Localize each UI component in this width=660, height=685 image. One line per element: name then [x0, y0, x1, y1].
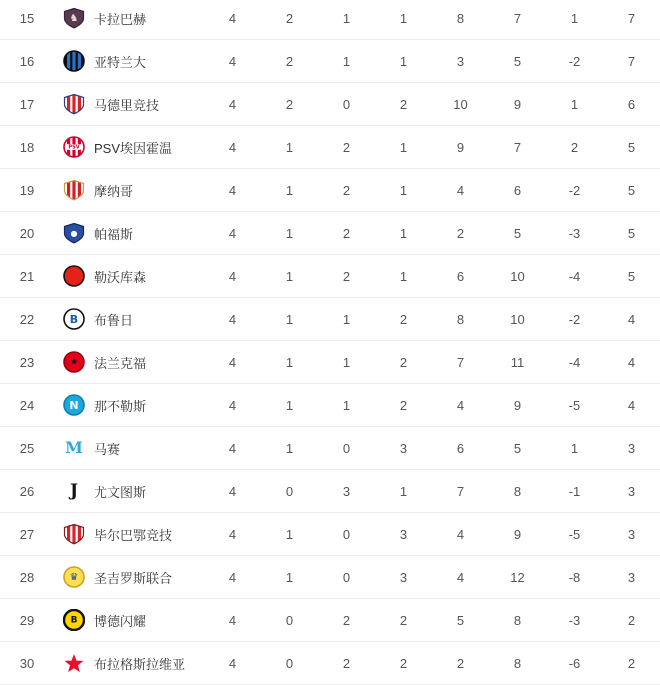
stat-goals-for: 8: [456, 311, 465, 327]
stat-draws: 3: [342, 483, 351, 499]
team-name: 布鲁日: [94, 312, 134, 328]
svg-text:♛: ♛: [69, 572, 79, 583]
stat-losses: 1: [399, 483, 408, 499]
table-row[interactable]: [0, 599, 660, 642]
stat-played: 4: [228, 483, 237, 499]
stat-points: 7: [627, 53, 636, 69]
stat-draws: 0: [342, 526, 351, 542]
rank: 19: [19, 182, 35, 198]
stat-goals-against: 10: [510, 268, 525, 284]
stat-goals-against: 6: [513, 182, 522, 198]
stat-goals-for: 4: [456, 397, 465, 413]
stat-draws: 1: [342, 354, 351, 370]
stat-played: 4: [228, 526, 237, 542]
table-row[interactable]: [0, 255, 660, 298]
team-logo: [54, 179, 94, 201]
stat-points: 5: [627, 268, 636, 284]
stat-goal-diff: -2: [568, 53, 581, 69]
stat-points: 3: [627, 440, 636, 456]
team-logo: [54, 222, 94, 244]
stat-goals-against: 7: [513, 139, 522, 155]
rank: 21: [19, 268, 35, 284]
stat-wins: 1: [285, 311, 294, 327]
stat-goals-for: 2: [456, 655, 465, 671]
rank: 25: [19, 440, 35, 456]
team-name: 博德闪耀: [94, 613, 147, 629]
stat-wins: 1: [285, 268, 294, 284]
team-name: PSV埃因霍温: [94, 140, 173, 156]
stat-goal-diff: -2: [568, 182, 581, 198]
stat-goal-diff: -3: [568, 612, 581, 628]
stat-goal-diff: 1: [570, 440, 579, 456]
team-name: 马德里竞技: [94, 97, 160, 113]
stat-wins: 1: [285, 225, 294, 241]
stat-draws: 0: [342, 440, 351, 456]
rank: 23: [19, 354, 35, 370]
stat-points: 5: [627, 225, 636, 241]
stat-played: 4: [228, 655, 237, 671]
stat-draws: 2: [342, 182, 351, 198]
stat-losses: 1: [399, 139, 408, 155]
stat-points: 4: [627, 397, 636, 413]
stat-goals-against: 9: [513, 526, 522, 542]
stat-draws: 2: [342, 612, 351, 628]
rank: 28: [19, 569, 35, 585]
team-logo: [54, 652, 94, 674]
stat-goals-against: 12: [510, 569, 525, 585]
stat-goals-against: 7: [513, 10, 522, 26]
stat-points: 4: [627, 311, 636, 327]
stat-played: 4: [228, 182, 237, 198]
stat-points: 3: [627, 569, 636, 585]
stat-points: 5: [627, 139, 636, 155]
stat-played: 4: [228, 569, 237, 585]
team-logo: [54, 136, 94, 158]
stat-played: 4: [228, 10, 237, 26]
stat-played: 4: [228, 225, 237, 241]
stat-goal-diff: -5: [568, 397, 581, 413]
stat-draws: 1: [342, 397, 351, 413]
stat-points: 7: [627, 10, 636, 26]
table-row[interactable]: [0, 642, 660, 685]
team-name: 马赛: [94, 441, 121, 457]
team-logo: [54, 609, 94, 631]
team-name: 尤文图斯: [94, 484, 147, 500]
team-logo: M: [65, 438, 83, 457]
stat-losses: 2: [399, 354, 408, 370]
stat-played: 4: [228, 268, 237, 284]
rank: 27: [19, 526, 35, 542]
team-name: 摩纳哥: [94, 183, 134, 199]
stat-goals-for: 4: [456, 526, 465, 542]
table-row[interactable]: [0, 556, 660, 599]
stat-played: 4: [228, 612, 237, 628]
stat-losses: 3: [399, 526, 408, 542]
stat-played: 4: [228, 96, 237, 112]
stat-played: 4: [228, 311, 237, 327]
stat-draws: 0: [342, 569, 351, 585]
stat-goal-diff: -6: [568, 655, 581, 671]
stat-goals-against: 5: [513, 53, 522, 69]
table-row[interactable]: [0, 212, 660, 255]
svg-text:PSV: PSV: [68, 144, 80, 151]
rank: 17: [19, 96, 35, 112]
stat-goals-against: 9: [513, 397, 522, 413]
stat-wins: 2: [285, 53, 294, 69]
stat-losses: 1: [399, 10, 408, 26]
stat-played: 4: [228, 354, 237, 370]
svg-text:★: ★: [69, 357, 79, 368]
stat-goals-for: 10: [453, 96, 468, 112]
stat-wins: 2: [285, 96, 294, 112]
rank: 22: [19, 311, 35, 327]
stat-points: 6: [627, 96, 636, 112]
rank: 30: [19, 655, 35, 671]
team-name: 卡拉巴赫: [94, 11, 147, 27]
stat-goal-diff: 2: [570, 139, 579, 155]
stat-goal-diff: -4: [568, 268, 581, 284]
rank: 29: [19, 612, 35, 628]
table-row[interactable]: [0, 470, 660, 513]
stat-losses: 2: [399, 655, 408, 671]
stat-draws: 2: [342, 268, 351, 284]
svg-text:B: B: [70, 615, 78, 626]
stat-wins: 1: [285, 182, 294, 198]
team-logo: [54, 523, 94, 545]
stat-goal-diff: -5: [568, 526, 581, 542]
stat-goals-for: 3: [456, 53, 465, 69]
stat-goal-diff: -4: [568, 354, 581, 370]
stat-wins: 0: [285, 655, 294, 671]
team-name: 那不勒斯: [94, 398, 147, 414]
stat-goals-for: 6: [456, 268, 465, 284]
stat-played: 4: [228, 397, 237, 413]
team-logo: [54, 308, 94, 330]
stat-wins: 1: [285, 526, 294, 542]
stat-goals-against: 8: [513, 655, 522, 671]
stat-draws: 2: [342, 655, 351, 671]
stat-goal-diff: 1: [570, 96, 579, 112]
team-name: 勒沃库森: [94, 269, 147, 285]
stat-draws: 1: [342, 53, 351, 69]
stat-goal-diff: -2: [568, 311, 581, 327]
stat-played: 4: [228, 53, 237, 69]
team-logo: [54, 50, 94, 72]
stat-goals-for: 9: [456, 139, 465, 155]
stat-losses: 1: [399, 268, 408, 284]
stat-points: 3: [627, 526, 636, 542]
stat-goals-against: 5: [513, 225, 522, 241]
team-name: 亚特兰大: [94, 54, 147, 70]
stat-losses: 3: [399, 440, 408, 456]
stat-goals-for: 4: [456, 569, 465, 585]
rank: 24: [19, 397, 35, 413]
stat-points: 3: [627, 483, 636, 499]
stat-draws: 1: [342, 311, 351, 327]
team-name: 布拉格斯拉维亚: [94, 656, 186, 672]
team-name: 法兰克福: [94, 355, 147, 371]
table-row[interactable]: [0, 126, 660, 169]
stat-played: 4: [228, 139, 237, 155]
rank: 18: [19, 139, 35, 155]
stat-draws: 2: [342, 139, 351, 155]
stat-goal-diff: -1: [568, 483, 581, 499]
stat-goals-for: 8: [456, 10, 465, 26]
svg-text:●: ●: [70, 229, 78, 238]
stat-wins: 0: [285, 483, 294, 499]
table-row[interactable]: [0, 0, 660, 40]
stat-goals-against: 10: [510, 311, 525, 327]
stat-wins: 1: [285, 354, 294, 370]
stat-goals-for: 6: [456, 440, 465, 456]
table-row[interactable]: [0, 384, 660, 427]
svg-text:♞: ♞: [69, 13, 79, 24]
team-logo: J: [69, 481, 79, 501]
rank: 20: [19, 225, 35, 241]
table-row[interactable]: [0, 427, 660, 470]
stat-draws: 0: [342, 96, 351, 112]
stat-points: 4: [627, 354, 636, 370]
stat-wins: 0: [285, 612, 294, 628]
stat-draws: 1: [342, 10, 351, 26]
stat-losses: 1: [399, 182, 408, 198]
stat-draws: 2: [342, 225, 351, 241]
stat-wins: 1: [285, 569, 294, 585]
team-name: 圣吉罗斯联合: [94, 570, 173, 586]
table-row[interactable]: [0, 298, 660, 341]
team-name: 帕福斯: [94, 226, 134, 242]
svg-text:B: B: [69, 313, 79, 326]
table-row[interactable]: [0, 40, 660, 83]
rank: 15: [19, 10, 35, 26]
stat-losses: 2: [399, 96, 408, 112]
stat-losses: 2: [399, 397, 408, 413]
stat-points: 2: [627, 655, 636, 671]
stat-goals-for: 7: [456, 483, 465, 499]
stat-goal-diff: 1: [570, 10, 579, 26]
stat-wins: 1: [285, 440, 294, 456]
stat-losses: 2: [399, 612, 408, 628]
team-logo: [54, 351, 94, 373]
stat-points: 5: [627, 182, 636, 198]
stat-losses: 2: [399, 311, 408, 327]
stat-points: 2: [627, 612, 636, 628]
stat-losses: 3: [399, 569, 408, 585]
stat-goals-for: 2: [456, 225, 465, 241]
stat-goals-against: 5: [513, 440, 522, 456]
team-logo: [54, 394, 94, 416]
team-logo: [54, 265, 94, 287]
stat-wins: 2: [285, 10, 294, 26]
table-row[interactable]: [0, 513, 660, 556]
stat-goals-against: 9: [513, 96, 522, 112]
stat-played: 4: [228, 440, 237, 456]
stat-losses: 1: [399, 225, 408, 241]
stat-wins: 1: [285, 397, 294, 413]
svg-text:N: N: [69, 399, 79, 412]
stat-wins: 1: [285, 139, 294, 155]
stat-goals-for: 7: [456, 354, 465, 370]
rank: 26: [19, 483, 35, 499]
table-row[interactable]: [0, 341, 660, 384]
table-row[interactable]: [0, 169, 660, 212]
team-logo: [54, 7, 94, 29]
team-name: 毕尔巴鄂竞技: [94, 527, 173, 543]
stat-goals-against: 11: [510, 354, 525, 370]
table-row[interactable]: [0, 83, 660, 126]
rank: 16: [19, 53, 35, 69]
stat-losses: 1: [399, 53, 408, 69]
stat-goal-diff: -8: [568, 569, 581, 585]
stat-goals-for: 5: [456, 612, 465, 628]
team-logo: [54, 566, 94, 588]
stat-goal-diff: -3: [568, 225, 581, 241]
stat-goals-against: 8: [513, 483, 522, 499]
stat-goals-against: 8: [513, 612, 522, 628]
stat-goals-for: 4: [456, 182, 465, 198]
team-logo: [54, 93, 94, 115]
